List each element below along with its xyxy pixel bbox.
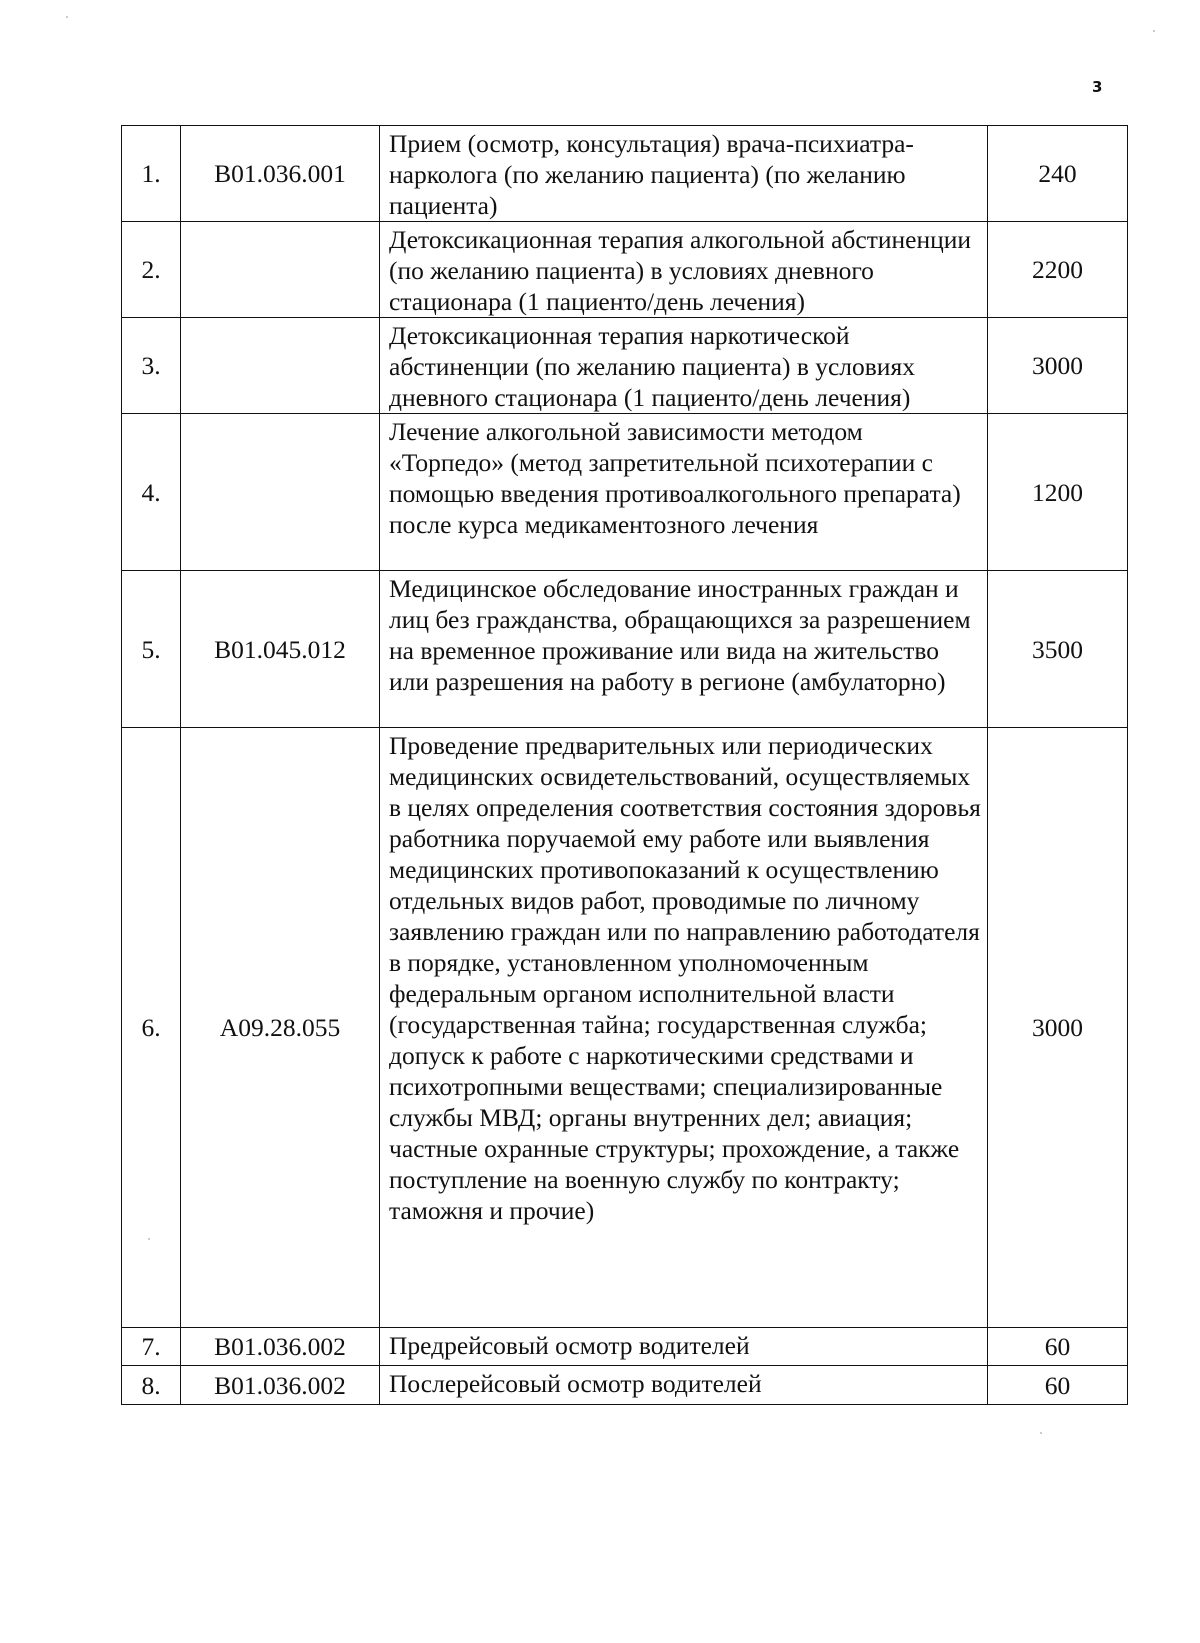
service-code bbox=[181, 318, 380, 414]
scan-speck bbox=[66, 16, 68, 18]
service-description: Прием (осмотр, консультация) врача-психиатра-нарколога (по желанию пациента) (по желанию пациента) bbox=[380, 126, 988, 222]
row-number: 2. bbox=[122, 222, 181, 318]
service-price: 240 bbox=[988, 126, 1128, 222]
table-row bbox=[122, 571, 1128, 728]
row-number: 3. bbox=[122, 318, 181, 414]
table-row bbox=[122, 318, 1128, 414]
service-code: B01.036.002 bbox=[181, 1366, 380, 1405]
service-description: Детоксикационная терапия наркотической абстиненции (по желанию пациента) в условиях дневного стационара (1 пациенто/день лечения) bbox=[380, 318, 988, 414]
row-number: 7. bbox=[122, 1328, 181, 1366]
services-price-table bbox=[121, 125, 1128, 1405]
row-number: 5. bbox=[122, 571, 181, 728]
service-price: 3000 bbox=[988, 728, 1128, 1328]
service-description: Проведение предварительных или периодических медицинских освидетельствований, осуществляемых в целях определения соответствия состояния здоровья работника поручаемой ему работе или выявления медицинских противопоказаний к осуществлению отдельных видов работ, проводимые по личному заявлению граждан или по направлению работодателя в порядке, установленном уполномоченным федеральным органом исполнительной власти (государственная тайна; государственная служба; допуск к работе с наркотическими средствами и психотропными веществами; специализированные службы МВД; органы внутренних дел; авиация; частные охранные структуры; прохождение, а также поступление на военную службу по контракту; таможня и прочие) bbox=[380, 728, 988, 1328]
service-description: Медицинское обследование иностранных граждан и лиц без гражданства, обращающихся за разрешением на временное проживание или вида на жительство или разрешения на работу в регионе (амбулаторно) bbox=[380, 571, 988, 728]
service-code bbox=[181, 414, 380, 571]
service-description: Послерейсовый осмотр водителей bbox=[380, 1366, 988, 1405]
row-number: 4. bbox=[122, 414, 181, 571]
service-code: B01.045.012 bbox=[181, 571, 380, 728]
service-price: 3500 bbox=[988, 571, 1128, 728]
service-code bbox=[181, 222, 380, 318]
scan-speck bbox=[1040, 1432, 1042, 1434]
service-price: 2200 bbox=[988, 222, 1128, 318]
service-description: Лечение алкогольной зависимости методом «Торпедо» (метод запретительной психотерапии с помощью введения противоалкогольного препарата) после курса медикаментозного лечения bbox=[380, 414, 988, 571]
table-row bbox=[122, 1328, 1128, 1366]
table-row bbox=[122, 126, 1128, 222]
service-price: 3000 bbox=[988, 318, 1128, 414]
service-description: Детоксикационная терапия алкогольной абстиненции (по желанию пациента) в условиях дневного стационара (1 пациенто/день лечения) bbox=[380, 222, 988, 318]
service-price: 1200 bbox=[988, 414, 1128, 571]
table-row bbox=[122, 728, 1128, 1328]
table-row bbox=[122, 1366, 1128, 1405]
table-row bbox=[122, 222, 1128, 318]
service-code: B01.036.001 bbox=[181, 126, 380, 222]
table-row bbox=[122, 414, 1128, 571]
service-code: B01.036.002 bbox=[181, 1328, 380, 1366]
row-number: 8. bbox=[122, 1366, 181, 1405]
service-code: A09.28.055 bbox=[181, 728, 380, 1328]
scan-speck bbox=[1153, 30, 1155, 32]
row-number: 6. bbox=[122, 728, 181, 1328]
service-price: 60 bbox=[988, 1328, 1128, 1366]
service-description: Предрейсовый осмотр водителей bbox=[380, 1328, 988, 1366]
row-number: 1. bbox=[122, 126, 181, 222]
service-price: 60 bbox=[988, 1366, 1128, 1405]
page-number: 3 bbox=[1092, 78, 1103, 96]
scan-speck bbox=[148, 1238, 150, 1240]
